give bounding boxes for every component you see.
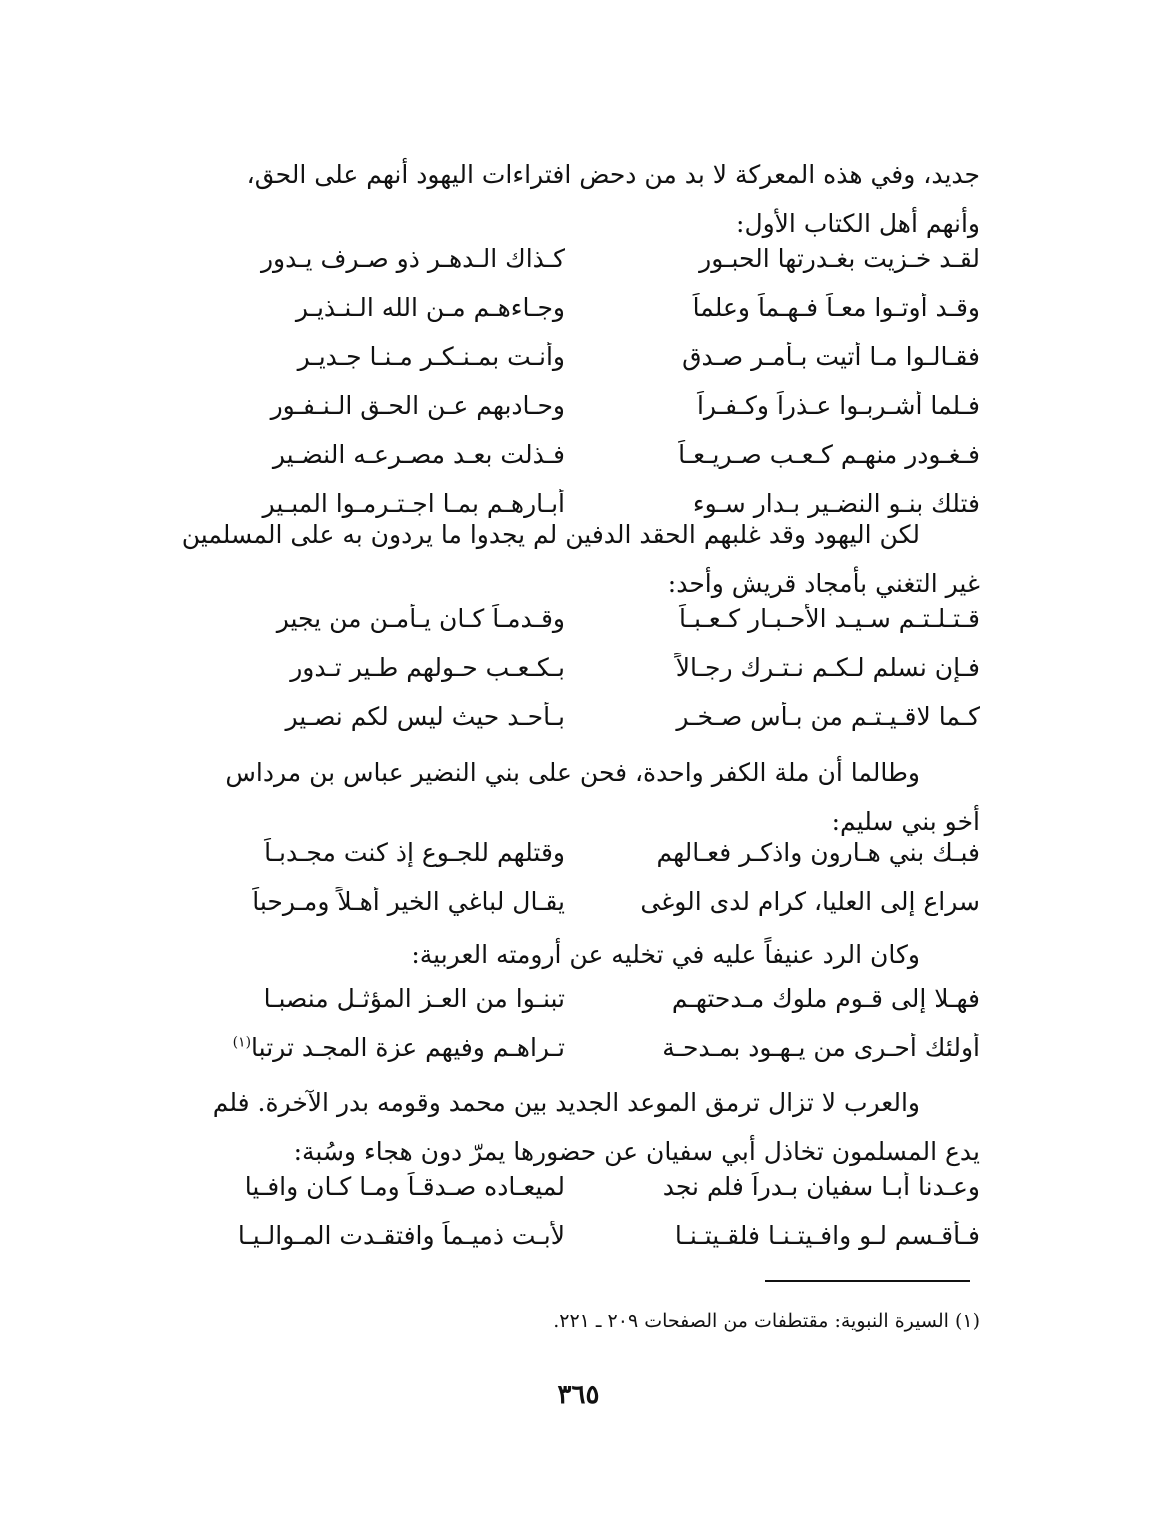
prose-line: وكان الرد عنيفاً عليه في تخليه عن أرومته العربية:	[411, 940, 920, 969]
second-hemistich: يقـال لباغي الخير أهـلاً ومـرحباً	[252, 887, 565, 916]
second-hemistich: وقتلهم للجـوع إذ كنت مجـدبـاً	[264, 838, 565, 867]
verse	[180, 1211, 980, 1260]
verse	[180, 1023, 980, 1072]
first-hemistich: سراع إلى العليا، كرام لدى الوغى	[640, 887, 980, 916]
footnote-divider	[765, 1280, 970, 1282]
verse	[180, 692, 980, 741]
first-hemistich: فـإن نسلم لـكـم نـتـرك رجـالاً	[675, 653, 980, 682]
verse	[180, 234, 980, 283]
first-hemistich: فهـلا إلى قـوم ملوك مـدحتهـم	[671, 984, 980, 1013]
verse	[180, 381, 980, 430]
verse	[180, 283, 980, 332]
first-hemistich: وقـد أوتـوا معـاً فـهـماً وعلماً	[692, 293, 980, 322]
poem-block-1	[180, 234, 980, 528]
verse	[180, 828, 980, 877]
verse	[180, 594, 980, 643]
second-hemistich: وجـاءهـم مـن الله الـنـذيـر	[295, 293, 565, 322]
paragraph-4	[180, 930, 980, 979]
footnote: (١) السيرة النبوية: مقتطفات من الصفحات ٢٠٩ ـ ٢٢١.	[553, 1310, 980, 1332]
second-hemistich: لأبـت ذميـماً وافتقـدت المـوالـيـا	[237, 1221, 565, 1250]
verse	[180, 877, 980, 926]
verse-text: تـراهـم وفيهم عزة المجـد ترتبا	[251, 1033, 565, 1062]
second-hemistich: أبـارهـم بمـا اجـتـرمـوا المبـير	[262, 489, 565, 518]
first-hemistich: كـما لاقـيـتـم من بـأس صـخـر	[676, 702, 980, 731]
prose-line: والعرب لا تزال ترمق الموعد الجديد بين محمد وقومه بدر الآخرة. فلم	[212, 1088, 920, 1117]
prose-line: أخو بني سليم:	[831, 807, 980, 836]
prose-line: جديد، وفي هذه المعركة لا بد من دحض افتراءات اليهود أنهم على الحق،	[246, 160, 980, 189]
second-hemistich: وقـدمـاً كـان يـأمـن من يجير	[276, 604, 565, 633]
footnote-reference: (١)	[232, 1034, 252, 1051]
verse	[180, 1162, 980, 1211]
verse	[180, 332, 980, 381]
page-number: ٣٦٥	[557, 1380, 600, 1410]
second-hemistich: وحـادبهم عـن الحـق الـنـفـور	[270, 391, 565, 420]
first-hemistich: فـلما أشـربـوا عـذراً وكـفـراً	[696, 391, 980, 420]
prose-line: غير التغني بأمجاد قريش وأحد:	[667, 569, 980, 598]
first-hemistich: أولئك أحـرى من يـهـود بمـدحـة	[662, 1033, 980, 1062]
prose-line: لكن اليهود وقد غلبهم الحقد الدفين لم يجدوا ما يردون به على المسلمين	[181, 520, 920, 549]
second-hemistich: بـكـعـب حـولهم طـير تـدور	[290, 653, 565, 682]
first-hemistich: فتلك بنـو النضـير بـدار سـوء	[692, 489, 980, 518]
first-hemistich: لقـد خـزيت بغـدرتها الحبـور	[699, 244, 980, 273]
verse	[180, 643, 980, 692]
poem-block-4	[180, 974, 980, 1072]
first-hemistich: قـتـلـتـم سـيـد الأحـبـار كـعـبـاً	[679, 604, 980, 633]
poem-block-3	[180, 828, 980, 926]
second-hemistich: وأنـت بمـنـكـر مـنـا جـديـر	[297, 342, 565, 371]
prose-line: وأنهم أهل الكتاب الأول:	[736, 209, 980, 238]
prose-line: يدع المسلمون تخاذل أبي سفيان عن حضورها يمرّ دون هجاء وسُبة:	[293, 1137, 980, 1166]
second-hemistich: تبنـوا من العـز المؤثـل منصبـا	[263, 984, 565, 1013]
first-hemistich: فقـالـوا مـا أتيت بـأمـر صـدق	[682, 342, 980, 371]
poem-block-2	[180, 594, 980, 741]
first-hemistich: فـغـودر منهـم كـعـب صـريـعـاً	[678, 440, 980, 469]
verse	[180, 974, 980, 1023]
second-hemistich: بـأحـد حيث ليس لكم نصـير	[285, 702, 565, 731]
second-hemistich	[180, 1033, 565, 1062]
first-hemistich: فـأقـسم لـو وافـيتـنـا فلقـيتـنـا	[674, 1221, 980, 1250]
poem-block-5	[180, 1162, 980, 1260]
second-hemistich: كـذاك الـدهـر ذو صـرف يـدور	[260, 244, 565, 273]
prose-line: وطالما أن ملة الكفر واحدة، فحن على بني النضير عباس بن مرداس	[225, 758, 920, 787]
second-hemistich: فـذلت بعـد مصـرعـه النضـير	[272, 440, 565, 469]
verse	[180, 430, 980, 479]
first-hemistich: وعـدنا أبـا سفيان بـدراً فلم نجد	[662, 1172, 980, 1201]
second-hemistich: لميعـاده صـدقـاً ومـا كـان وافـيا	[244, 1172, 565, 1201]
first-hemistich: فبـك بني هـارون واذكـر فعـالهم	[656, 838, 980, 867]
